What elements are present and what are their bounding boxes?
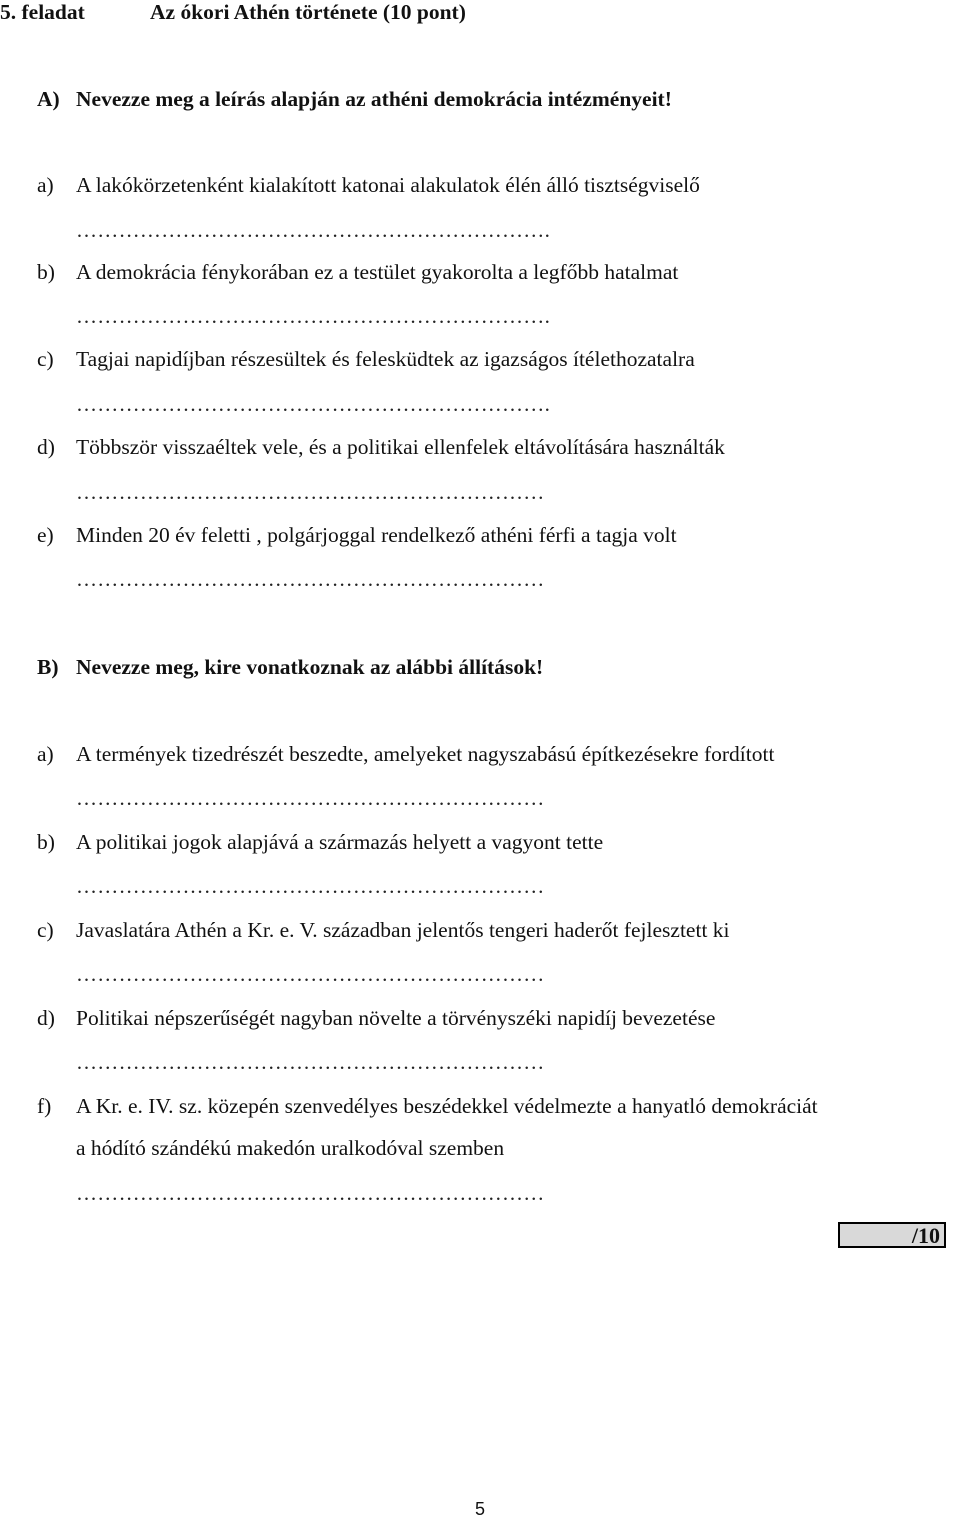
question-b-letter: b) (37, 260, 55, 284)
question-ba-text: A termények tizedrészét beszedte, amelyeket nagyszabású építkezésekre fordított (76, 742, 775, 766)
answer-line-bb[interactable]: ………………………………………………………… (76, 874, 545, 898)
answer-line-c[interactable]: …………………………………………………………. (76, 392, 551, 416)
answer-line-bd[interactable]: ………………………………………………………… (76, 1050, 545, 1074)
task-number: 5. feladat (0, 0, 85, 24)
question-bc-letter: c) (37, 918, 54, 942)
score-box (838, 1222, 946, 1248)
question-bf-text: A Kr. e. IV. sz. közepén szenvedélyes beszédekkel védelmezte a hanyatló demokráciát (76, 1094, 818, 1118)
question-e-letter: e) (37, 523, 54, 547)
question-bf-letter: f) (37, 1094, 52, 1118)
question-ba-letter: a) (37, 742, 54, 766)
answer-line-d[interactable]: ………………………………………………………… (76, 480, 545, 504)
answer-line-b[interactable]: …………………………………………………………. (76, 304, 551, 328)
page-number: 5 (474, 1499, 485, 1519)
question-b-text: A demokrácia fénykorában ez a testület gyakorolta a legfőbb hatalmat (76, 260, 679, 284)
section-a-instruction: Nevezze meg a leírás alapján az athéni demokrácia intézményeit! (76, 87, 672, 111)
question-c-letter: c) (37, 347, 54, 371)
answer-line-ba[interactable]: ………………………………………………………… (76, 786, 545, 810)
answer-line-a[interactable]: …………………………………………………………. (76, 218, 551, 242)
question-e-text: Minden 20 év feletti , polgárjoggal rendelkező athéni férfi a tagja volt (76, 523, 677, 547)
question-bc-text: Javaslatára Athén a Kr. e. V. században jelentős tengeri haderőt fejlesztett ki (76, 918, 730, 942)
section-b-instruction: Nevezze meg, kire vonatkoznak az alábbi állítások! (76, 655, 544, 679)
answer-line-bf[interactable]: ………………………………………………………… (76, 1181, 545, 1205)
question-bf-text-cont: a hódító szándékú makedón uralkodóval szemben (76, 1136, 505, 1160)
question-bd-text: Politikai népszerűségét nagyban növelte a törvényszéki napidíj bevezetése (76, 1006, 716, 1030)
section-b-label: B) (37, 655, 59, 679)
section-a-label: A) (37, 87, 60, 111)
question-a-letter: a) (37, 173, 54, 197)
question-bb-text: A politikai jogok alapjává a származás helyett a vagyont tette (76, 830, 604, 854)
task-title: Az ókori Athén története (10 pont) (150, 0, 466, 24)
answer-line-e[interactable]: ………………………………………………………… (76, 567, 545, 591)
question-bd-letter: d) (37, 1006, 55, 1030)
question-d-letter: d) (37, 435, 55, 459)
question-a-text: A lakókörzetenként kialakított katonai alakulatok élén álló tisztségviselő (76, 173, 700, 197)
question-d-text: Többször visszaéltek vele, és a politikai ellenfelek eltávolítására használták (76, 435, 725, 459)
answer-line-bc[interactable]: ………………………………………………………… (76, 962, 545, 986)
score-label: /10 (911, 1223, 940, 1248)
question-c-text: Tagjai napidíjban részesültek és felesküdtek az igazságos ítélethozatalra (76, 347, 695, 371)
question-bb-letter: b) (37, 830, 55, 854)
